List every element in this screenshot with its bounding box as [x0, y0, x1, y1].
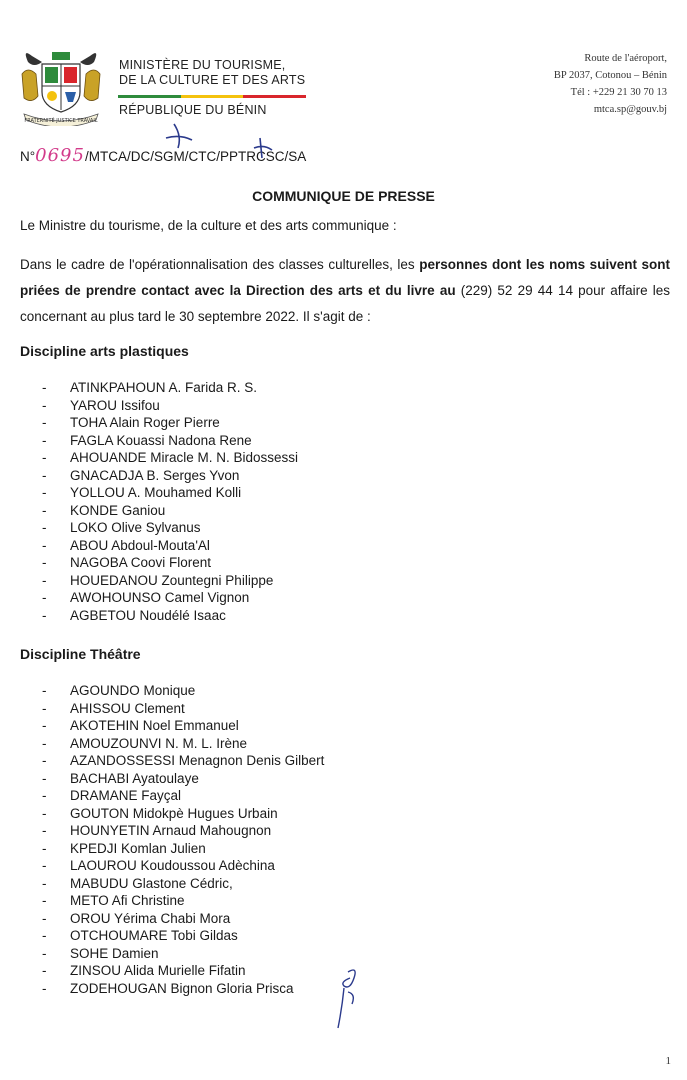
list-item — [42, 519, 298, 537]
ministry-name-line2: DE LA CULTURE ET DES ARTS — [119, 73, 306, 87]
body-paragraph — [20, 252, 670, 330]
person-name: AGBETOU Noudélé Isaac — [70, 607, 226, 623]
list-item — [42, 572, 298, 590]
list-item — [42, 449, 298, 467]
address-line: BP 2037, Cotonou – Bénin — [553, 70, 667, 81]
republic-label: RÉPUBLIQUE DU BÉNIN — [119, 103, 267, 117]
person-name: MABUDU Glastone Cédric, — [70, 875, 233, 891]
list-item — [42, 770, 324, 788]
person-name: KONDE Ganiou — [70, 502, 166, 518]
list-item — [42, 397, 298, 415]
list-item — [42, 607, 298, 625]
person-name: GNACADJA B. Serges Yvon — [70, 467, 240, 483]
bullet-dash: - — [42, 415, 47, 430]
names-list-theatre — [42, 682, 324, 997]
list-item — [42, 484, 298, 502]
list-item — [42, 432, 298, 450]
person-name: AHISSOU Clement — [70, 700, 185, 716]
list-item — [42, 700, 324, 718]
bullet-dash: - — [42, 875, 47, 891]
person-name: KPEDJI Komlan Julien — [70, 840, 206, 856]
bullet-dash: - — [42, 485, 47, 500]
bullet-dash: - — [42, 397, 47, 413]
person-name: AZANDOSSESSI Menagnon Denis Gilbert — [70, 753, 325, 768]
bullet-dash: - — [42, 502, 47, 518]
handwritten-number: 0695 — [35, 145, 85, 166]
section-heading-theatre: Discipline Théâtre — [20, 646, 141, 662]
bullet-dash: - — [42, 980, 47, 996]
person-name: OROU Yérima Chabi Mora — [70, 910, 231, 926]
section-heading-arts-plastiques: Discipline arts plastiques — [20, 343, 189, 359]
handwritten-initials-icon — [160, 118, 300, 163]
flag-yellow-stripe — [181, 95, 244, 98]
list-item — [42, 787, 324, 805]
names-list-arts-plastiques — [42, 379, 298, 624]
person-name: AGOUNDO Monique — [70, 683, 196, 698]
flag-bar — [118, 95, 306, 98]
bullet-dash: - — [42, 590, 47, 605]
address-email: mtca.sp@gouv.bj — [593, 104, 667, 115]
list-item — [42, 379, 298, 397]
bullet-dash: - — [42, 840, 47, 856]
person-name: DRAMANE Fayçal — [70, 788, 182, 803]
person-name: METO Afi Christine — [70, 893, 185, 908]
bullet-dash: - — [42, 572, 47, 588]
page-title: COMMUNIQUE DE PRESSE — [252, 188, 435, 204]
address-line: Tél : +229 21 30 70 13 — [570, 87, 667, 98]
list-item — [42, 502, 298, 520]
bullet-dash: - — [42, 770, 47, 786]
person-name: BACHABI Ayatoulaye — [70, 770, 199, 786]
address-line: Route de l'aéroport, — [584, 53, 667, 64]
bullet-dash: - — [42, 753, 47, 768]
list-item — [42, 875, 324, 893]
bullet-dash: - — [42, 945, 47, 961]
list-item — [42, 840, 324, 858]
address-block — [554, 50, 667, 118]
reference-prefix: N° — [20, 149, 36, 164]
bullet-dash: - — [42, 432, 47, 448]
person-name: ZODEHOUGAN Bignon Gloria Prisca — [70, 980, 294, 996]
list-item — [42, 467, 298, 485]
person-name: YAROU Issifou — [70, 397, 160, 413]
list-item — [42, 414, 298, 432]
person-name: AMOUZOUNVI N. M. L. Irène — [70, 735, 248, 751]
list-item — [42, 910, 324, 928]
page-number: 1 — [665, 1055, 671, 1067]
bullet-dash: - — [42, 893, 47, 908]
bullet-dash: - — [42, 537, 47, 553]
person-name: GOUTON Midokpè Hugues Urbain — [70, 805, 278, 821]
flag-green-stripe — [118, 95, 181, 98]
list-item — [42, 805, 324, 823]
list-item — [42, 822, 324, 840]
bullet-dash: - — [42, 735, 47, 751]
bullet-dash: - — [42, 805, 47, 821]
list-item — [42, 589, 298, 607]
person-name: ATINKPAHOUN A. Farida R. S. — [70, 380, 258, 395]
list-item — [42, 682, 324, 700]
bullet-dash: - — [42, 718, 47, 733]
bullet-dash: - — [42, 450, 47, 465]
bullet-dash: - — [42, 910, 47, 926]
person-name: HOUEDANOU Zountegni Philippe — [70, 572, 274, 588]
intro-text: Le Ministre du tourisme, de la culture et des arts communique : — [20, 218, 397, 233]
person-name: YOLLOU A. Mouhamed Kolli — [70, 485, 242, 500]
bullet-dash: - — [42, 380, 47, 395]
reference-code: /MTCA/DC/SGM/CTC/PPTRCSC/SA — [84, 149, 307, 164]
person-name: AWOHOUNSO Camel Vignon — [70, 590, 250, 605]
bullet-dash: - — [42, 520, 47, 535]
svg-text:FRATERNITÉ JUSTICE TRAVAIL: FRATERNITÉ JUSTICE TRAVAIL — [24, 118, 98, 124]
list-item — [42, 752, 324, 770]
person-name: FAGLA Kouassi Nadona Rene — [70, 432, 252, 448]
body-text-part2: (229) 52 29 44 14 pour affaire les concernant au plus tard le 30 septembre 2022. Il s'agit de : — [20, 283, 670, 324]
person-name: AHOUANDE Miracle M. N. Bidossessi — [70, 450, 299, 465]
flag-red-stripe — [243, 95, 306, 98]
benin-coat-of-arms-icon — [18, 48, 104, 126]
list-item — [42, 537, 298, 555]
bullet-dash: - — [42, 607, 47, 623]
bullet-dash: - — [42, 858, 47, 873]
list-item — [42, 717, 324, 735]
list-item — [42, 962, 324, 980]
bullet-dash: - — [42, 683, 47, 698]
person-name: LOKO Olive Sylvanus — [70, 520, 201, 535]
bullet-dash: - — [42, 963, 47, 978]
person-name: HOUNYETIN Arnaud Mahougnon — [70, 823, 272, 838]
bullet-dash: - — [42, 788, 47, 803]
person-name: OTCHOUMARE Tobi Gildas — [70, 928, 238, 943]
body-text-bold: personnes dont les noms suivent sont priées de prendre contact avec la Direction des arts et du livre au — [20, 257, 670, 298]
person-name: LAOUROU Koudoussou Adèchina — [70, 858, 275, 873]
person-name: ABOU Abdoul-Mouta'Al — [70, 537, 210, 553]
person-name: TOHA Alain Roger Pierre — [70, 415, 220, 430]
body-text-part1: Dans le cadre de l'opérationnalisation des classes culturelles, les — [20, 257, 420, 272]
list-item — [42, 927, 324, 945]
bullet-dash: - — [42, 928, 47, 943]
list-item — [42, 980, 324, 998]
handwritten-signature-icon — [330, 964, 370, 1034]
bullet-dash: - — [42, 823, 47, 838]
person-name: NAGOBA Coovi Florent — [70, 555, 212, 570]
person-name: AKOTEHIN Noel Emmanuel — [70, 718, 239, 733]
list-item — [42, 857, 324, 875]
bullet-dash: - — [42, 467, 47, 483]
list-item — [42, 554, 298, 572]
ministry-name-line1: MINISTÈRE DU TOURISME, — [119, 58, 286, 72]
bullet-dash: - — [42, 700, 47, 716]
list-item — [42, 735, 324, 753]
list-item — [42, 892, 324, 910]
person-name: SOHE Damien — [70, 945, 159, 961]
person-name: ZINSOU Alida Murielle Fifatin — [70, 963, 246, 978]
bullet-dash: - — [42, 555, 47, 570]
list-item — [42, 945, 324, 963]
